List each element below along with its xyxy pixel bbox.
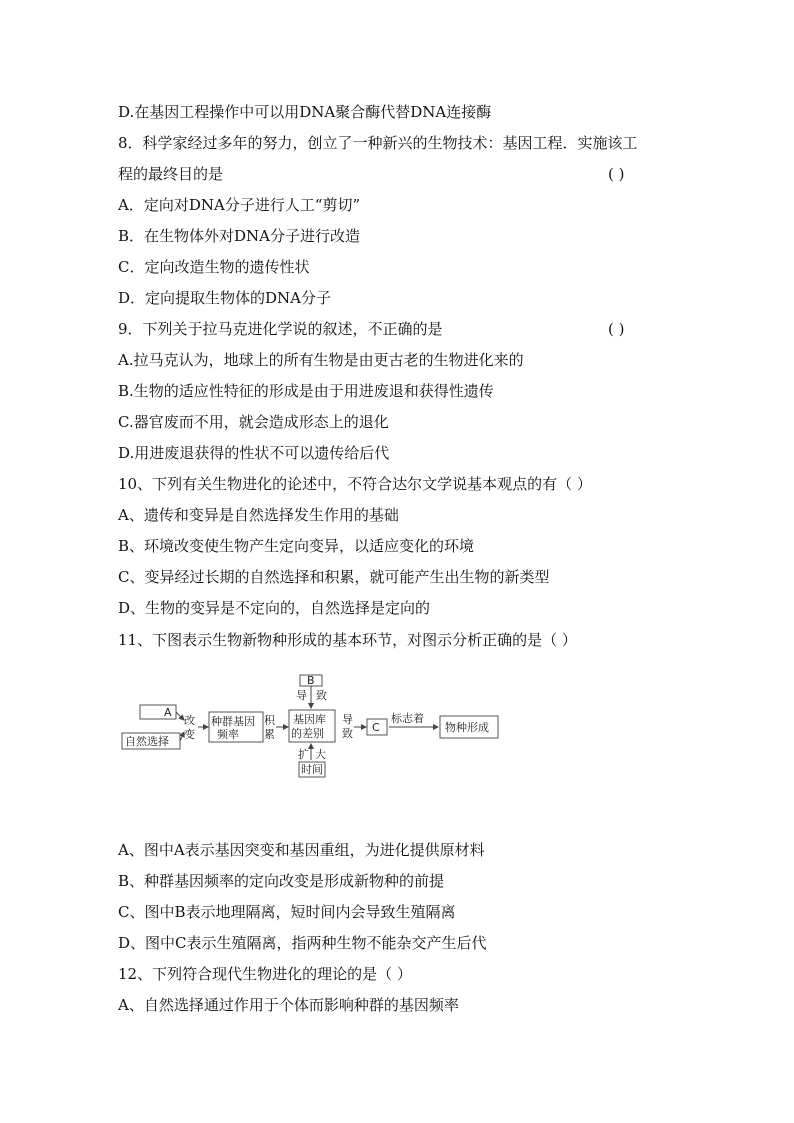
change-label-1: 改	[184, 714, 195, 727]
question-9-option-b: B.生物的适应性特征的形成是由于用进废退和获得性遗传	[118, 382, 494, 400]
question-10-stem: 10、下列有关生物进化的论述中，不符合达尔文学说基本观点的有（ ）	[118, 475, 592, 493]
question-11-option-d: D、图中C表示生殖隔离，指两种生物不能杂交产生后代	[118, 934, 487, 952]
expand-label-1: 扩	[298, 748, 309, 761]
question-10-option-b: B、环境改变使生物产生定向变异，以适应变化的环境	[118, 537, 475, 555]
lead2-label-2: 致	[342, 727, 353, 740]
time-label: 时间	[301, 763, 323, 776]
natural-selection-label: 自然选择	[125, 735, 169, 748]
question-11-stem: 11、下图表示生物新物种形成的基本环节，对图示分析正确的是（ ）	[118, 631, 577, 649]
question-12-stem: 12、下列符合现代生物进化的理论的是（ ）	[118, 965, 412, 983]
question-12-option-a: A、自然选择通过作用于个体而影响种群的基因频率	[118, 996, 459, 1014]
speciation-diagram	[118, 672, 518, 784]
question-11-option-a: A、图中A表示基因突变和基因重组，为进化提供原材料	[118, 841, 485, 859]
question-8-stem-cont: 程的最终目的是	[118, 165, 224, 183]
question-8-option-b: B．在生物体外对DNA分子进行改造	[118, 227, 361, 245]
question-8-option-a: A．定向对DNA分子进行人工“剪切”	[118, 196, 361, 214]
lead-label-1: 导	[296, 689, 307, 702]
question-8-answer-paren: ( )	[608, 165, 625, 183]
marker-label: 标志着	[391, 712, 424, 725]
lead2-label-1: 导	[342, 713, 353, 726]
question-10-option-c: C、变异经过长期的自然选择和积累，就可能产生出生物的新类型	[118, 568, 550, 586]
question-9-option-a: A.拉马克认为，地球上的所有生物是由更古老的生物进化来的	[118, 351, 524, 369]
arrow-a-to-change	[176, 712, 184, 720]
box-c-label: C	[372, 721, 380, 734]
gene-pool-label-1: 基因库	[293, 713, 326, 726]
lead-label-2: 致	[316, 689, 327, 702]
question-11-option-c: C、图中B表示地理隔离，短时间内会导致生殖隔离	[118, 903, 456, 921]
option-7d: D.在基因工程操作中可以用DNA聚合酶代替DNA连接酶	[118, 103, 492, 121]
question-8-option-d: D．定向提取生物体的DNA分子	[118, 289, 332, 307]
question-11-option-b: B、种群基因频率的定向改变是形成新物种的前提	[118, 872, 445, 890]
gene-frequency-label-1: 种群基因	[211, 715, 255, 728]
question-9-option-c: C.器官废而不用，就会造成形态上的退化	[118, 413, 389, 431]
change-label-2: 变	[184, 728, 195, 741]
question-8-option-c: C．定向改造生物的遗传性状	[118, 258, 310, 276]
expand-label-2: 大	[315, 748, 326, 761]
question-9-answer-paren: ( )	[608, 320, 625, 338]
box-b-label: B	[307, 674, 315, 687]
question-10-option-d: D、生物的变异是不定向的，自然选择是定向的	[118, 599, 431, 617]
box-a-label: A	[164, 706, 172, 719]
question-9-stem: 9．下列关于拉马克进化学说的叙述，不正确的是	[118, 320, 443, 338]
accumulate-label-1: 积	[264, 714, 275, 727]
question-8-stem: 8．科学家经过多年的努力，创立了一种新兴的生物技术：基因工程．实施该工	[118, 134, 638, 152]
gene-pool-label-2: 的差别	[291, 727, 324, 740]
question-10-option-a: A、遗传和变异是自然选择发生作用的基础	[118, 506, 399, 524]
species-formation-label: 物种形成	[445, 721, 489, 734]
gene-frequency-label-2: 频率	[217, 728, 239, 741]
question-9-option-d: D.用进废退获得的性状不可以遗传给后代	[118, 444, 390, 462]
accumulate-label-2: 累	[264, 728, 275, 741]
